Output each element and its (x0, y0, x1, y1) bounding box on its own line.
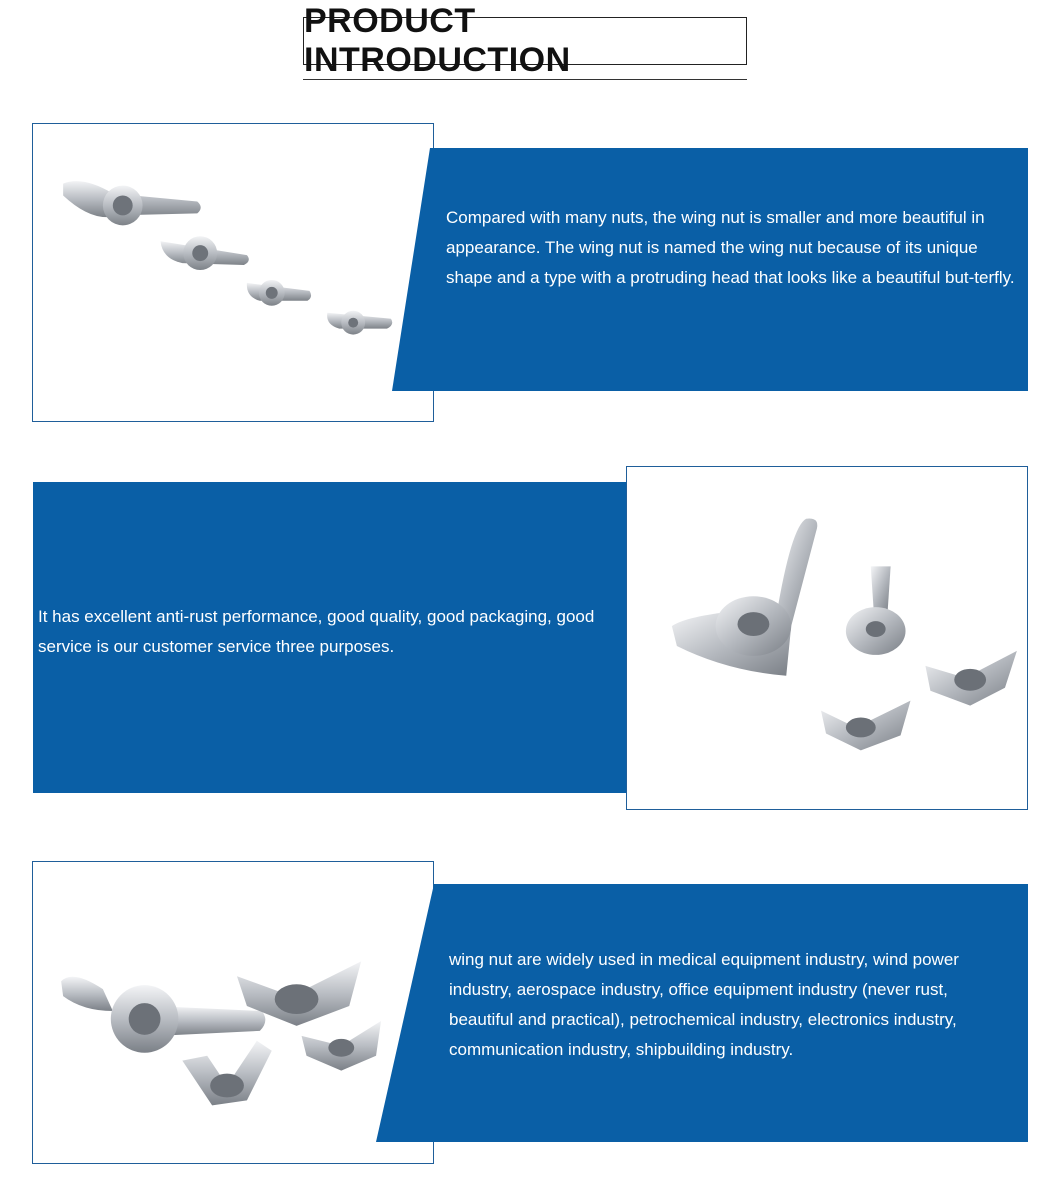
wing-nut-lever (61, 977, 265, 1053)
wing-nut-tall (672, 518, 817, 675)
product-photo-wing-nuts-group (626, 466, 1028, 810)
wing-nut-right (925, 651, 1016, 706)
header-underline (303, 79, 747, 80)
wing-nut-right-small (302, 1021, 381, 1071)
wing-nut-small (247, 280, 311, 306)
product-photo-wing-nuts-assorted (32, 861, 434, 1164)
wing-nut-large (63, 181, 201, 225)
wing-nut-illustration (33, 124, 433, 421)
wing-nut-tiny (327, 311, 392, 335)
wing-nut-upright (846, 566, 906, 654)
description-text-3: wing nut are widely used in medical equipment industry, wind power industry, aerospace industry, office equipment industry (never rust, beautiful and practical), petrochemical industry, electronics industry, communication industry, shipbuilding industry. (449, 950, 959, 1059)
wing-nut-bottom (182, 1041, 271, 1106)
wing-nut-front (821, 701, 910, 751)
section-header (303, 2, 747, 79)
wing-nut-illustration (33, 862, 433, 1163)
product-photo-wing-nuts-sizes (32, 123, 434, 422)
wing-nut-illustration (627, 467, 1027, 809)
page-title: PRODUCT INTRODUCTION (304, 2, 571, 79)
wing-nut-medium (160, 236, 248, 270)
description-text-1: Compared with many nuts, the wing nut is smaller and more beautiful in appearance. The wing nut is named the wing nut because of its unique shape and a type with a protruding head that looks like a beautiful but-terfly. (446, 208, 1015, 287)
description-text-2: It has excellent anti-rust performance, good quality, good packaging, good service is our customer service three purposes. (38, 607, 595, 656)
